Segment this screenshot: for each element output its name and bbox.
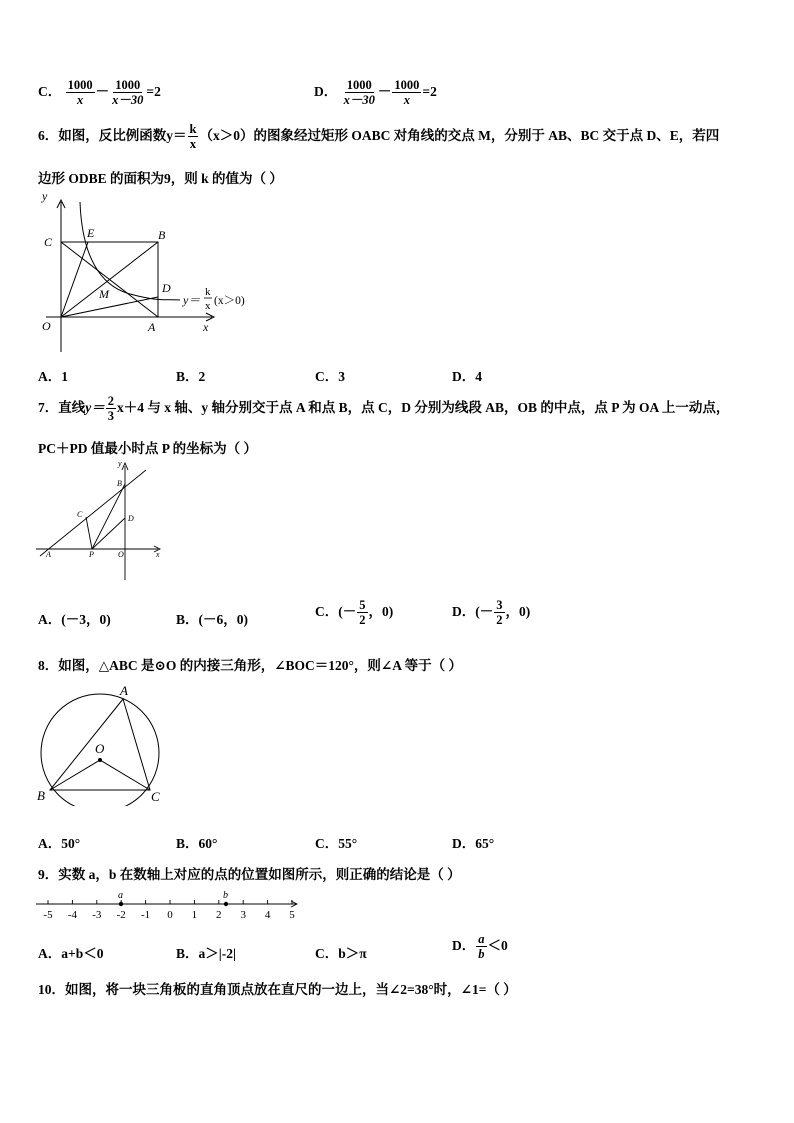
q9-option-a: A．a+b＜0: [38, 946, 104, 961]
q9-point-a: [119, 902, 123, 906]
q6-option-b: B．2: [176, 369, 206, 384]
q7-option-d: D．(－ $\frac{3}{2}$ ，0): [452, 598, 531, 628]
q8-label-c: C: [151, 789, 160, 804]
q9-tick-label: -2: [116, 909, 126, 921]
q8-option-c: C．55°: [315, 836, 358, 851]
q7-option-a: A．(－3，0): [38, 612, 111, 627]
q6-segment-od: [61, 297, 158, 317]
q7-option-c: C．(－ $\frac{5}{2}$ ，0): [315, 598, 394, 628]
q9-tick-label: 0: [167, 909, 173, 921]
q8-label-o: O: [95, 741, 105, 756]
q5-optc-frac1: $\frac{1000}{x}$: [67, 78, 93, 108]
q9-point-b: [224, 902, 228, 906]
q6-label-c: C: [44, 235, 53, 249]
q8-figure: [30, 680, 176, 806]
q5-optc-frac2: $\frac{1000}{x-30}$: [112, 78, 144, 108]
q9-tick-label: -1: [141, 909, 151, 921]
q6-option-d: D．4: [452, 369, 482, 384]
q7-stem-line1: 7．直线y＝ $\frac{2}{3}$ x＋4 与 x 轴、y 轴分别交于点 A 和点 B，点 C，D 分别为线段 AB，OB 的中点，点 P 为 OA 上一动点，: [38, 394, 730, 424]
q5-optd-frac2: $\frac{1000}{x}$: [394, 78, 420, 108]
q9-tick-label: 4: [264, 909, 271, 921]
q6-label-a: A: [148, 320, 156, 334]
q7-label-p: P: [89, 550, 94, 559]
q6-func-condition: (x＞0): [214, 295, 245, 307]
q9-tick-label: -5: [43, 909, 53, 921]
q9-label-b: b: [223, 890, 228, 901]
q5-option-c: C． $\frac{1000}{x}$ － $\frac{1000}{x-30}$ =2: [38, 78, 161, 108]
q7-optc-frac: $\frac{5}{2}$: [359, 598, 366, 628]
q9-option-c: C．b＞π: [315, 946, 367, 961]
q8-option-a: A．50°: [38, 836, 81, 851]
q7-segment-pd: [92, 518, 125, 549]
q7-two-thirds: $\frac{2}{3}$: [107, 394, 114, 424]
q6-label-d: D: [162, 281, 171, 295]
q9-option-d: D． $\frac{a}{b}$ ＜0: [452, 932, 508, 962]
q6-segment-oe: [61, 242, 88, 317]
q7-label-x: x: [156, 550, 160, 559]
q5-option-d: D． $\frac{1000}{x-30}$ － $\frac{1000}{x}$ =2: [314, 78, 437, 108]
q6-label-m: M: [99, 287, 109, 301]
q6-k-over-x: $\frac{k}{x}$: [189, 122, 197, 152]
q7-line-ab: [40, 470, 146, 556]
q6-figure: [30, 186, 270, 358]
q6-stem-line1: 6．如图，反比例函数y＝ $\frac{k}{x}$ （x＞0）的图象经过矩形 OABC 对角线的交点 M，分别于 AB、BC 交于点 D、E，若四: [38, 122, 720, 152]
q7-label-y: y: [118, 459, 122, 468]
q8-label-a: A: [120, 683, 128, 698]
q8-option-b: B．60°: [176, 836, 218, 851]
q9-tick-labels: [43, 909, 295, 921]
q7-label-b: B: [117, 479, 122, 488]
q7-label-d: D: [128, 514, 134, 523]
q7-option-b: B．(－6，0): [176, 612, 248, 627]
q6-func-x: x: [205, 300, 211, 312]
q8-option-d: D．65°: [452, 836, 495, 851]
q9-tick-label: 2: [216, 909, 222, 921]
q9-stem: 9．实数 a，b 在数轴上对应的点的位置如图所示，则正确的结论是（ ）: [38, 867, 461, 882]
q8-center-dot: [98, 758, 102, 762]
q9-option-b: B．a＞|-2|: [176, 946, 236, 961]
q9-label-a: a: [118, 890, 123, 901]
q9-tick-label: -3: [92, 909, 102, 921]
q6-func-k: k: [205, 286, 211, 298]
q9-tick-label: 5: [289, 909, 295, 921]
q6-func-y: y＝: [183, 293, 201, 307]
q7-segment-pb: [92, 484, 125, 549]
q9-tick-label: 1: [191, 909, 198, 921]
q7-label-c: C: [77, 510, 83, 519]
q9-ticks: [48, 900, 292, 904]
q10-stem: 10．如图，将一块三角板的直角顶点放在直尺的一边上，当∠2=38°时，∠1=（ ）: [38, 982, 517, 997]
q6-label-e: E: [87, 226, 95, 240]
q8-label-b: B: [37, 788, 45, 803]
q9-number-line: [34, 886, 302, 922]
q6-stem-line2: 边形 ODBE 的面积为9，则 k 的值为（ ）: [38, 171, 283, 186]
q7-optd-frac: $\frac{3}{2}$: [496, 598, 503, 628]
q9-optd-frac: $\frac{a}{b}$: [478, 932, 485, 962]
q9-tick-label: -4: [67, 909, 77, 921]
q6-label-x: x: [203, 320, 209, 334]
q6-option-a: A．1: [38, 369, 68, 384]
q7-figure: [34, 458, 166, 584]
q7-label-a: A: [46, 550, 51, 559]
q6-option-c: C．3: [315, 369, 345, 384]
q9-tick-label: 3: [240, 909, 246, 921]
q7-segment-cp: [86, 517, 92, 549]
q6-label-b: B: [158, 228, 166, 242]
q8-stem: 8．如图，△ABC 是⊙O 的内接三角形，∠BOC＝120°，则∠A 等于（ ）: [38, 658, 462, 673]
q5-optd-frac1: $\frac{1000}{x-30}$: [343, 78, 375, 108]
q7-stem-line2: PC＋PD 值最小时点 P 的坐标为（ ）: [38, 441, 257, 456]
q8-angle-boc: [50, 760, 150, 790]
q6-label-o: O: [42, 319, 51, 333]
q6-label-y: y: [42, 189, 48, 203]
q7-label-o: O: [118, 550, 124, 559]
